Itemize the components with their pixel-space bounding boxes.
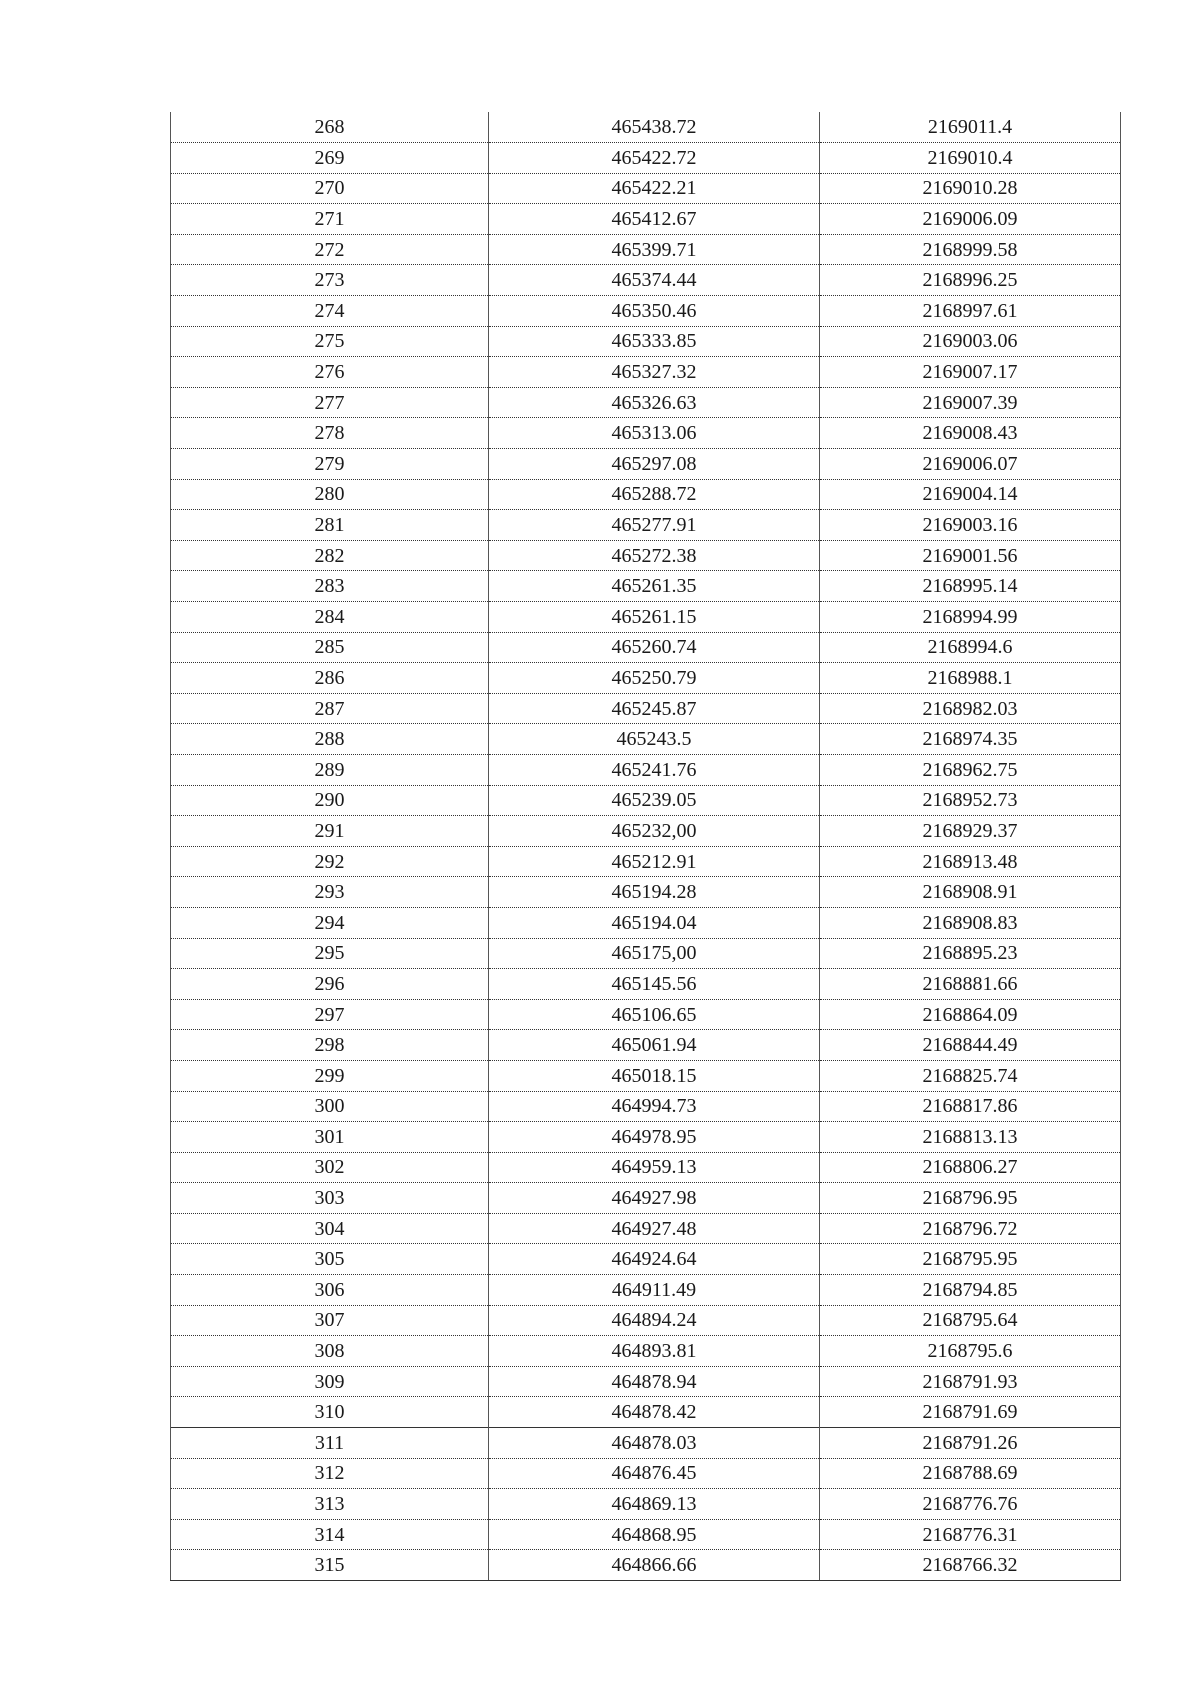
table-row	[171, 938, 1121, 969]
table-row	[171, 724, 1121, 755]
point-number-cell: 268	[171, 112, 489, 143]
x-coordinate-cell: 465232,00	[489, 816, 820, 847]
x-coordinate-cell: 465245.87	[489, 693, 820, 724]
x-coordinate-cell: 464868.95	[489, 1519, 820, 1550]
x-coordinate-cell: 464994.73	[489, 1091, 820, 1122]
y-coordinate-cell: 2168766.32	[820, 1550, 1121, 1581]
point-number-cell: 278	[171, 418, 489, 449]
x-coordinate-cell: 465260.74	[489, 632, 820, 663]
point-number-cell: 309	[171, 1366, 489, 1397]
point-number-cell: 270	[171, 173, 489, 204]
table-row	[171, 1366, 1121, 1397]
x-coordinate-cell: 464894.24	[489, 1305, 820, 1336]
point-number-cell: 275	[171, 326, 489, 357]
point-number-cell: 293	[171, 877, 489, 908]
point-number-cell: 311	[171, 1428, 489, 1459]
point-number-cell: 288	[171, 724, 489, 755]
table-row	[171, 1489, 1121, 1520]
table-row	[171, 326, 1121, 357]
x-coordinate-cell: 465326.63	[489, 387, 820, 418]
y-coordinate-cell: 2168795.95	[820, 1244, 1121, 1275]
table-row	[171, 1428, 1121, 1459]
point-number-cell: 308	[171, 1336, 489, 1367]
x-coordinate-cell: 465018.15	[489, 1060, 820, 1091]
y-coordinate-cell: 2169008.43	[820, 418, 1121, 449]
table-row	[171, 173, 1121, 204]
table-row	[171, 296, 1121, 327]
x-coordinate-cell: 464876.45	[489, 1458, 820, 1489]
x-coordinate-cell: 464911.49	[489, 1275, 820, 1306]
table-row	[171, 1060, 1121, 1091]
table-row	[171, 877, 1121, 908]
point-number-cell: 290	[171, 785, 489, 816]
x-coordinate-cell: 465061.94	[489, 1030, 820, 1061]
coordinates-table-body	[171, 112, 1121, 1581]
table-row	[171, 1244, 1121, 1275]
x-coordinate-cell: 465277.91	[489, 510, 820, 541]
point-number-cell: 298	[171, 1030, 489, 1061]
y-coordinate-cell: 2168795.6	[820, 1336, 1121, 1367]
table-row	[171, 1275, 1121, 1306]
y-coordinate-cell: 2169003.16	[820, 510, 1121, 541]
y-coordinate-cell: 2169006.07	[820, 449, 1121, 480]
y-coordinate-cell: 2168776.76	[820, 1489, 1121, 1520]
table-row	[171, 387, 1121, 418]
point-number-cell: 315	[171, 1550, 489, 1581]
table-row	[171, 418, 1121, 449]
table-row	[171, 1519, 1121, 1550]
y-coordinate-cell: 2168995.14	[820, 571, 1121, 602]
x-coordinate-cell: 464869.13	[489, 1489, 820, 1520]
point-number-cell: 304	[171, 1213, 489, 1244]
table-row	[171, 1152, 1121, 1183]
point-number-cell: 296	[171, 969, 489, 1000]
x-coordinate-cell: 465194.28	[489, 877, 820, 908]
y-coordinate-cell: 2168788.69	[820, 1458, 1121, 1489]
table-row	[171, 602, 1121, 633]
y-coordinate-cell: 2168988.1	[820, 663, 1121, 694]
point-number-cell: 314	[171, 1519, 489, 1550]
x-coordinate-cell: 465422.72	[489, 143, 820, 174]
table-row	[171, 449, 1121, 480]
x-coordinate-cell: 465175,00	[489, 938, 820, 969]
y-coordinate-cell: 2168908.83	[820, 907, 1121, 938]
y-coordinate-cell: 2169003.06	[820, 326, 1121, 357]
y-coordinate-cell: 2168994.99	[820, 602, 1121, 633]
x-coordinate-cell: 465239.05	[489, 785, 820, 816]
table-row	[171, 510, 1121, 541]
table-row	[171, 357, 1121, 388]
x-coordinate-cell: 465422.21	[489, 173, 820, 204]
x-coordinate-cell: 464959.13	[489, 1152, 820, 1183]
table-row	[171, 693, 1121, 724]
x-coordinate-cell: 465399.71	[489, 234, 820, 265]
point-number-cell: 294	[171, 907, 489, 938]
x-coordinate-cell: 465106.65	[489, 999, 820, 1030]
y-coordinate-cell: 2168791.69	[820, 1397, 1121, 1428]
point-number-cell: 273	[171, 265, 489, 296]
y-coordinate-cell: 2168913.48	[820, 846, 1121, 877]
table-row	[171, 265, 1121, 296]
x-coordinate-cell: 465241.76	[489, 754, 820, 785]
x-coordinate-cell: 464927.98	[489, 1183, 820, 1214]
table-row	[171, 1458, 1121, 1489]
y-coordinate-cell: 2169007.17	[820, 357, 1121, 388]
point-number-cell: 279	[171, 449, 489, 480]
table-row	[171, 907, 1121, 938]
y-coordinate-cell: 2168982.03	[820, 693, 1121, 724]
x-coordinate-cell: 464878.94	[489, 1366, 820, 1397]
x-coordinate-cell: 464878.03	[489, 1428, 820, 1459]
table-row	[171, 1091, 1121, 1122]
y-coordinate-cell: 2168844.49	[820, 1030, 1121, 1061]
point-number-cell: 274	[171, 296, 489, 327]
table-row	[171, 1550, 1121, 1581]
y-coordinate-cell: 2168796.72	[820, 1213, 1121, 1244]
x-coordinate-cell: 465145.56	[489, 969, 820, 1000]
point-number-cell: 299	[171, 1060, 489, 1091]
point-number-cell: 271	[171, 204, 489, 235]
point-number-cell: 310	[171, 1397, 489, 1428]
point-number-cell: 282	[171, 540, 489, 571]
table-row	[171, 754, 1121, 785]
x-coordinate-cell: 465288.72	[489, 479, 820, 510]
point-number-cell: 289	[171, 754, 489, 785]
y-coordinate-cell: 2168929.37	[820, 816, 1121, 847]
y-coordinate-cell: 2169004.14	[820, 479, 1121, 510]
x-coordinate-cell: 465250.79	[489, 663, 820, 694]
point-number-cell: 303	[171, 1183, 489, 1214]
point-number-cell: 287	[171, 693, 489, 724]
x-coordinate-cell: 465212.91	[489, 846, 820, 877]
table-row	[171, 540, 1121, 571]
point-number-cell: 277	[171, 387, 489, 418]
table-row	[171, 1122, 1121, 1153]
point-number-cell: 307	[171, 1305, 489, 1336]
table-row	[171, 846, 1121, 877]
x-coordinate-cell: 464878.42	[489, 1397, 820, 1428]
point-number-cell: 291	[171, 816, 489, 847]
y-coordinate-cell: 2168962.75	[820, 754, 1121, 785]
table-row	[171, 969, 1121, 1000]
x-coordinate-cell: 464927.48	[489, 1213, 820, 1244]
point-number-cell: 284	[171, 602, 489, 633]
table-row	[171, 1183, 1121, 1214]
y-coordinate-cell: 2168806.27	[820, 1152, 1121, 1183]
y-coordinate-cell: 2168791.93	[820, 1366, 1121, 1397]
point-number-cell: 301	[171, 1122, 489, 1153]
y-coordinate-cell: 2168908.91	[820, 877, 1121, 908]
point-number-cell: 297	[171, 999, 489, 1030]
y-coordinate-cell: 2168994.6	[820, 632, 1121, 663]
table-row	[171, 112, 1121, 143]
table-row	[171, 204, 1121, 235]
y-coordinate-cell: 2168996.25	[820, 265, 1121, 296]
table-row	[171, 999, 1121, 1030]
y-coordinate-cell: 2168864.09	[820, 999, 1121, 1030]
y-coordinate-cell: 2168997.61	[820, 296, 1121, 327]
point-number-cell: 276	[171, 357, 489, 388]
table-row	[171, 1213, 1121, 1244]
table-row	[171, 632, 1121, 663]
y-coordinate-cell: 2169007.39	[820, 387, 1121, 418]
x-coordinate-cell: 465194.04	[489, 907, 820, 938]
x-coordinate-cell: 465272.38	[489, 540, 820, 571]
table-row	[171, 1336, 1121, 1367]
y-coordinate-cell: 2168795.64	[820, 1305, 1121, 1336]
x-coordinate-cell: 465374.44	[489, 265, 820, 296]
point-number-cell: 280	[171, 479, 489, 510]
table-row	[171, 479, 1121, 510]
y-coordinate-cell: 2168796.95	[820, 1183, 1121, 1214]
point-number-cell: 272	[171, 234, 489, 265]
table-row	[171, 785, 1121, 816]
table-row	[171, 663, 1121, 694]
y-coordinate-cell: 2169006.09	[820, 204, 1121, 235]
x-coordinate-cell: 465313.06	[489, 418, 820, 449]
table-row	[171, 1030, 1121, 1061]
x-coordinate-cell: 465261.35	[489, 571, 820, 602]
y-coordinate-cell: 2168881.66	[820, 969, 1121, 1000]
point-number-cell: 313	[171, 1489, 489, 1520]
point-number-cell: 312	[171, 1458, 489, 1489]
x-coordinate-cell: 465333.85	[489, 326, 820, 357]
point-number-cell: 302	[171, 1152, 489, 1183]
point-number-cell: 305	[171, 1244, 489, 1275]
point-number-cell: 295	[171, 938, 489, 969]
x-coordinate-cell: 465243.5	[489, 724, 820, 755]
point-number-cell: 285	[171, 632, 489, 663]
x-coordinate-cell: 464866.66	[489, 1550, 820, 1581]
x-coordinate-cell: 464893.81	[489, 1336, 820, 1367]
point-number-cell: 286	[171, 663, 489, 694]
table-row	[171, 1305, 1121, 1336]
table-row	[171, 234, 1121, 265]
y-coordinate-cell: 2168776.31	[820, 1519, 1121, 1550]
y-coordinate-cell: 2168825.74	[820, 1060, 1121, 1091]
y-coordinate-cell: 2168999.58	[820, 234, 1121, 265]
x-coordinate-cell: 465412.67	[489, 204, 820, 235]
point-number-cell: 283	[171, 571, 489, 602]
y-coordinate-cell: 2168813.13	[820, 1122, 1121, 1153]
y-coordinate-cell: 2168794.85	[820, 1275, 1121, 1306]
x-coordinate-cell: 464924.64	[489, 1244, 820, 1275]
x-coordinate-cell: 465350.46	[489, 296, 820, 327]
x-coordinate-cell: 465261.15	[489, 602, 820, 633]
y-coordinate-cell: 2168817.86	[820, 1091, 1121, 1122]
x-coordinate-cell: 465438.72	[489, 112, 820, 143]
y-coordinate-cell: 2169010.28	[820, 173, 1121, 204]
y-coordinate-cell: 2169001.56	[820, 540, 1121, 571]
table-row	[171, 143, 1121, 174]
x-coordinate-cell: 465327.32	[489, 357, 820, 388]
table-row	[171, 816, 1121, 847]
y-coordinate-cell: 2168974.35	[820, 724, 1121, 755]
point-number-cell: 281	[171, 510, 489, 541]
x-coordinate-cell: 464978.95	[489, 1122, 820, 1153]
x-coordinate-cell: 465297.08	[489, 449, 820, 480]
table-row	[171, 1397, 1121, 1428]
y-coordinate-cell: 2168895.23	[820, 938, 1121, 969]
y-coordinate-cell: 2169011.4	[820, 112, 1121, 143]
table-row	[171, 571, 1121, 602]
point-number-cell: 306	[171, 1275, 489, 1306]
point-number-cell: 300	[171, 1091, 489, 1122]
y-coordinate-cell: 2168791.26	[820, 1428, 1121, 1459]
y-coordinate-cell: 2169010.4	[820, 143, 1121, 174]
point-number-cell: 292	[171, 846, 489, 877]
coordinates-table	[170, 112, 1121, 1581]
point-number-cell: 269	[171, 143, 489, 174]
y-coordinate-cell: 2168952.73	[820, 785, 1121, 816]
